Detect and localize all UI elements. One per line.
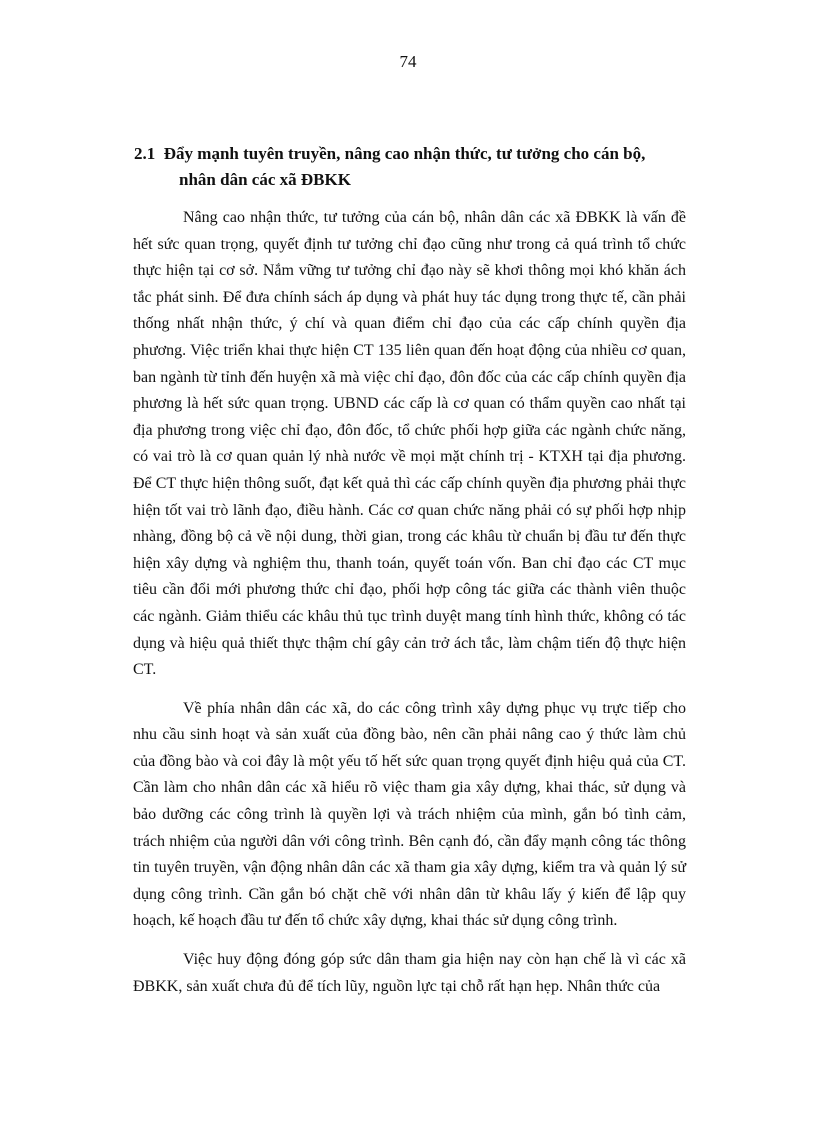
paragraph-2: Về phía nhân dân các xã, do các công trình xây dựng phục vụ trực tiếp cho nhu cầu sinh hoạt và sản xuất của đồng bào, nên cần phải nâng cao ý thức làm chủ của đồng bào và coi đây là một yếu tố hết sức quan trọng quyết định hiệu quả của CT. Cần làm cho nhân dân các xã hiểu rõ việc tham gia xây dựng, khai thác, sử dụng và bảo dưỡng các công trình là quyền lợi và trách nhiệm của mình, gắn bó tình cảm, trách nhiệm của người dân với công trình. Bên cạnh đó, cần đẩy mạnh công tác thông tin tuyên truyền, vận động nhân dân các xã tham gia xây dựng, kiểm tra và quản lý sử dụng công trình. Cần gắn bó chặt chẽ với nhân dân từ khâu lấy ý kiến để lập quy hoạch, kế hoạch đầu tư đến tổ chức xây dựng, khai thác sử dụng công trình. bbox=[133, 699, 686, 930]
paragraph-1: Nâng cao nhận thức, tư tưởng của cán bộ, nhân dân các xã ĐBKK là vấn đề hết sức quan trọng, quyết định tư tưởng chỉ đạo cũng như trong cả quá trình tổ chức thực hiện tại cơ sở. Nắm vững tư tưởng chỉ đạo này sẽ khơi thông mọi khó khăn ách tắc phát sinh. Để đưa chính sách áp dụng và phát huy tác dụng trong thực tế, cần phải thống nhất nhận thức, ý chí và quan điểm chỉ đạo của các cấp chính quyền địa phương. Việc triển khai thực hiện CT 135 liên quan đến hoạt động của nhiều cơ quan, ban ngành từ tỉnh đến huyện xã mà việc chỉ đạo, đôn đốc của các cấp chính quyền địa phương là hết sức quan trọng. UBND các cấp là cơ quan có thẩm quyền cao nhất tại địa phương trong việc chỉ đạo, đôn đốc, tổ chức phối hợp giữa các ngành chức năng, có vai trò là cơ quan quản lý nhà nước về mọi mặt chính trị - KTXH tại địa phương. Để CT thực hiện thông suốt, đạt kết quả thì các cấp chính quyền địa phương phải thực hiện tốt vai trò lãnh đạo, điều hành. Các cơ quan chức năng phải có sự phối hợp nhịp nhàng, đồng bộ cả về nội dung, thời gian, trong các khâu từ chuẩn bị đầu tư đến thực hiện xây dựng và nghiệm thu, thanh toán, quyết toán vốn. Ban chỉ đạo các CT mục tiêu cần đổi mới phương thức chỉ đạo, phối hợp công tác giữa các thành viên thuộc các ngành. Giảm thiểu các khâu thủ tục trình duyệt mang tính hình thức, không có tác dụng và hiệu quả thiết thực thậm chí gây cản trở ách tắc, làm chậm tiến độ thực hiện CT. bbox=[133, 209, 686, 679]
page-number: 74 bbox=[399, 52, 417, 71]
paragraph-3: Việc huy động đóng góp sức dân tham gia hiện nay còn hạn chế là vì các xã ĐBKK, sản xuất chưa đủ để tích lũy, nguồn lực tại chỗ rất hạn hẹp. Nhân thức của bbox=[133, 951, 686, 995]
document-body bbox=[133, 205, 686, 1012]
section-title: Đẩy mạnh tuyên truyền, nâng cao nhận thức, tư tưởng cho cán bộ, nhân dân các xã ĐBKK bbox=[163, 144, 646, 189]
section-number: 2.1 bbox=[134, 144, 156, 163]
section-heading bbox=[134, 141, 686, 193]
